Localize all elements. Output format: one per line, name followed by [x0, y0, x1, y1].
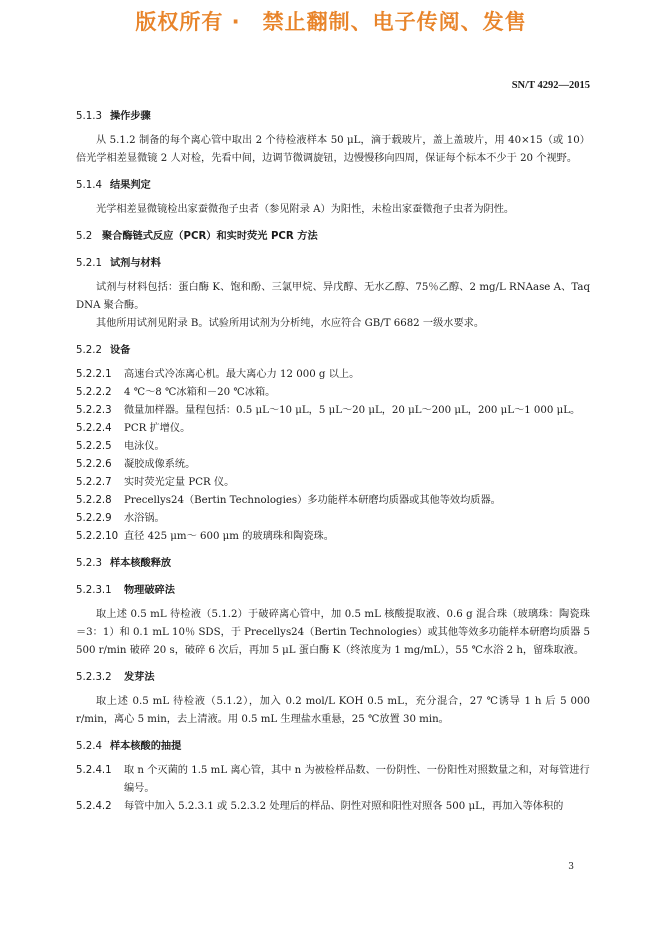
- section-heading-5-1-3: [76, 108, 590, 126]
- section-title: 聚合酶链式反应（PCR）和实时荧光 PCR 方法: [102, 231, 318, 242]
- item-text: 每管中加入 5.2.3.1 或 5.2.3.2 处理后的样品、阴性对照和阳性对照各 500 μL，再加入等体积的: [124, 801, 564, 812]
- section-title: 样本核酸释放: [110, 558, 172, 569]
- item-text: 凝胶成像系统。: [124, 459, 196, 470]
- section-heading-5-2-4: [76, 738, 590, 756]
- extraction-steps-list: [76, 762, 590, 816]
- copyright-watermark: 版权所有 · 禁止翻制、电子传阅、发售: [135, 10, 527, 34]
- item-number: 5.2.2.8: [76, 495, 112, 506]
- item-text: 电泳仪。: [124, 441, 165, 452]
- item-number: 5.2.2.4: [76, 423, 112, 434]
- list-item: [76, 384, 590, 402]
- section-heading-5-2-3-2: [76, 669, 590, 687]
- equipment-list: [76, 366, 590, 546]
- item-text: 水浴锅。: [124, 513, 165, 524]
- section-title: 操作步骤: [110, 111, 151, 122]
- list-item: [76, 438, 590, 456]
- section-number: 5.2.3: [76, 558, 102, 569]
- section-number: 5.2.3.2: [76, 672, 112, 683]
- section-title: 结果判定: [110, 180, 151, 191]
- section-title: 试剂与材料: [110, 258, 161, 269]
- section-heading-5-2: [76, 228, 590, 246]
- item-text: 4 ℃～8 ℃冰箱和－20 ℃冰箱。: [124, 387, 276, 398]
- section-number: 5.1.3: [76, 111, 102, 122]
- list-item: [76, 492, 590, 510]
- list-item: [76, 456, 590, 474]
- section-heading-5-2-1: [76, 255, 590, 273]
- list-item: [76, 474, 590, 492]
- section-heading-5-1-4: [76, 177, 590, 195]
- item-text: 取 n 个灭菌的 1.5 mL 离心管，其中 n 为被检样品数、一份阴性、一份阳性对照数量之和，对每管进行编号。: [124, 765, 590, 794]
- item-text: 实时荧光定量 PCR 仪。: [124, 477, 235, 488]
- item-text: 微量加样器。量程包括：0.5 μL～10 μL，5 μL～20 μL，20 μL～200 μL，200 μL～1 000 μL。: [124, 405, 581, 416]
- item-number: 5.2.2.7: [76, 477, 112, 488]
- item-number: 5.2.2.10: [76, 531, 119, 542]
- list-item: [76, 510, 590, 528]
- section-number: 5.2.2: [76, 345, 102, 356]
- section-number: 5.2.4: [76, 741, 102, 752]
- list-item: [76, 798, 590, 816]
- section-number: 5.2.1: [76, 258, 102, 269]
- list-item: [76, 402, 590, 420]
- section-heading-5-2-2: [76, 342, 590, 360]
- item-number: 5.2.2.6: [76, 459, 112, 470]
- item-number: 5.2.2.3: [76, 405, 112, 416]
- paragraph: 光学相差显微镜检出家蚕微孢子虫者（参见附录 A）为阳性，未检出家蚕微孢子虫者为阴性。: [96, 204, 515, 215]
- item-number: 5.2.4.2: [76, 801, 112, 812]
- list-item: [76, 528, 590, 546]
- section-title: 物理破碎法: [124, 585, 175, 596]
- section-heading-5-2-3-1: [76, 582, 590, 600]
- item-text: PCR 扩增仪。: [124, 423, 191, 434]
- section-number: 5.2: [76, 231, 93, 242]
- item-text: 直径 425 μm～ 600 μm 的玻璃珠和陶瓷珠。: [124, 531, 334, 542]
- list-item: [76, 762, 590, 798]
- item-number: 5.2.2.5: [76, 441, 112, 452]
- paragraph: 从 5.1.2 制备的每个离心管中取出 2 个待检液样本 50 μL，滴于载玻片，盖上盖玻片，用 40×15（或 10）倍光学相差显微镜 2 人对检，先看中间，边调节微调旋钮，边慢慢移向四周，保证每个标本不少于 20 个视野。: [76, 135, 590, 164]
- paragraph: 其他所用试剂见附录 B。试验所用试剂为分析纯，水应符合 GB/T 6682 一级水要求。: [96, 318, 485, 329]
- item-text: 高速台式冷冻离心机。最大离心力 12 000 g 以上。: [124, 369, 360, 380]
- section-heading-5-2-3: [76, 555, 590, 573]
- paragraph: 试剂与材料包括：蛋白酶 K、饱和酚、三氯甲烷、异戊醇、无水乙醇、75％乙醇、2 mg/L RNAase A、Taq DNA 聚合酶。: [76, 282, 590, 311]
- item-number: 5.2.2.1: [76, 369, 112, 380]
- item-text: Precellys24（Bertin Technologies）多功能样本研磨均质器或其他等效均质器。: [124, 495, 501, 506]
- section-title: 发芽法: [124, 672, 155, 683]
- paragraph: 取上述 0.5 mL 待检液（5.1.2），加入 0.2 mol/L KOH 0.5 mL，充分混合，27 ℃诱导 1 h 后 5 000 r/min，离心 5 min，去上清液。用 0.5 mL 生理盐水重悬，25 ℃放置 30 min。: [76, 696, 590, 725]
- list-item: [76, 420, 590, 438]
- document-body: [76, 108, 590, 816]
- page-number: 3: [568, 862, 574, 872]
- item-number: 5.2.2.2: [76, 387, 112, 398]
- item-number: 5.2.4.1: [76, 765, 112, 776]
- paragraph: 取上述 0.5 mL 待检液（5.1.2）于破碎离心管中，加 0.5 mL 核酸提取液、0.6 g 混合珠（玻璃珠：陶瓷珠＝3：1）和 0.1 mL 10％ SDS，于 Precellys24（Bertin Technologies）或其他等效多功能样本研磨均质器 5 500 r/min 破碎 20 s，破碎 6 次后，再加 5 μL 蛋白酶 K（终浓度为 1 mg/mL），55 ℃水浴 2 h，留珠取液。: [76, 609, 590, 656]
- item-number: 5.2.2.9: [76, 513, 112, 524]
- section-number: 5.1.4: [76, 180, 102, 191]
- standard-code: SN/T 4292—2015: [511, 80, 590, 91]
- section-number: 5.2.3.1: [76, 585, 112, 596]
- section-title: 样本核酸的抽提: [110, 741, 182, 752]
- list-item: [76, 366, 590, 384]
- section-title: 设备: [110, 345, 131, 356]
